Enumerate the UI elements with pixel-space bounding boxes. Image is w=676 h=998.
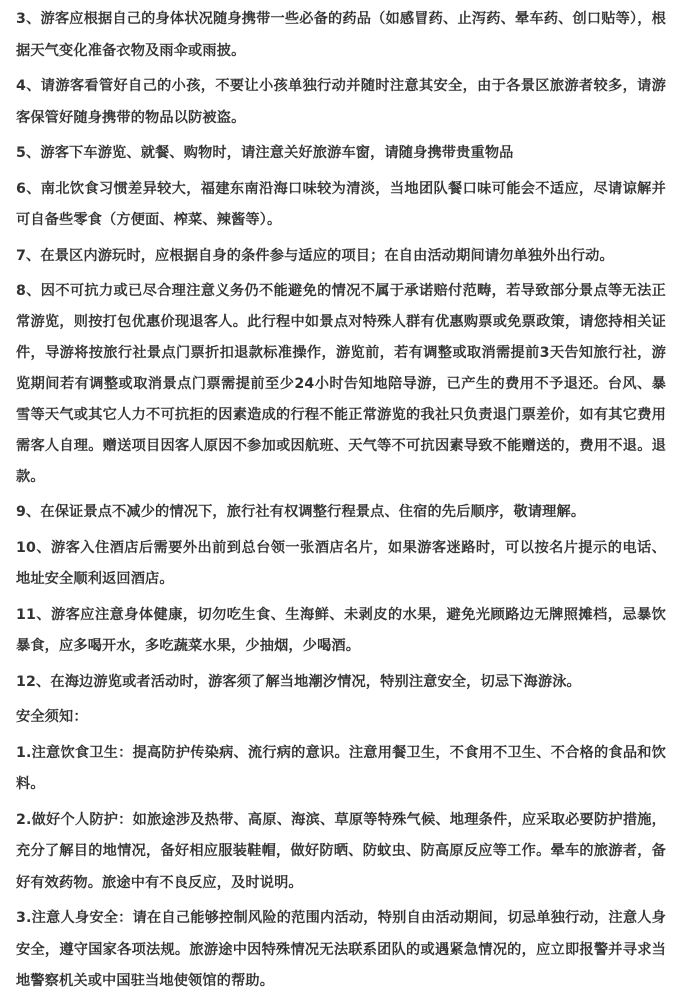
safety-item-2: 2.做好个人防护：如旅途涉及热带、高原、海滨、草原等特殊气候、地理条件，应采取必要防护措施，充分了解目的地情况，备好相应服装鞋帽，做好防晒、防蚊虫、防高原反应等工作。晕车的旅游者，备好有效药物。旅途中有不良反应，及时说明。 [16,811,666,891]
note-item-8: 8、因不可抗力或已尽合理注意义务仍不能避免的情况不属于承诺赔付范畴，若导致部分景点等无法正常游览，则按打包优惠价现退客人。此行程中如景点对特殊人群有优惠购票或免票政策，请您持相关证件，导游将按旅行社景点门票折扣退款标准操作，游览前，若有调整或取消需提前3天告知旅行社，游览期间若有调整或取消景点门票需提前至少24小时告知地陪导游，已产生的费用不予退还。台风、暴雪等天气或其它人力不可抗拒的因素造成的行程不能正常游览的我社只负责退门票差价，如有其它费用需客人自理。赠送项目因客人原因不参加或因航班、天气等不可抗因素导致不能赠送的，费用不退。退款。 [16,283,666,485]
note-item-7: 7、在景区内游玩时，应根据自身的条件参与适应的项目；在自由活动期间请勿单独外出行动。 [16,247,614,264]
note-item-11: 11、游客应注意身体健康，切勿吃生食、生海鲜、未剥皮的水果，避免光顾路边无牌照摊档，忌暴饮暴食，应多喝开水，多吃蔬菜水果，少抽烟，少喝酒。 [16,606,666,654]
safety-item-3: 3.注意人身安全：请在自己能够控制风险的范围内活动，特别自由活动期间，切忌单独行动，注意人身安全，遵守国家各项法规。旅游途中因特殊情况无法联系团队的或遇紧急情况的，应立即报警并寻求当地警察机关或中国驻当地使领馆的帮助。 [16,910,666,989]
note-item-9: 9、在保证景点不减少的情况下，旅行社有权调整行程景点、住宿的先后顺序，敬请理解。 [16,504,586,520]
note-item-3: 3、游客应根据自己的身体状况随身携带一些必备的药品（如感冒药、止泻药、晕车药、创口贴等），根据天气变化准备衣物及雨伞或雨披。 [16,11,666,59]
note-item-6: 6、南北饮食习惯差异较大，福建东南沿海口味较为清淡，当地团队餐口味可能会不适应，尽请谅解并可自备些零食（方便面、榨菜、辣酱等）。 [16,180,666,228]
note-item-12: 12、在海边游览或者活动时，游客须了解当地潮汐情况，特别注意安全，切忌下海游泳。 [16,673,581,690]
safety-heading: 安全须知： [16,709,88,725]
note-item-5: 5、游客下车游览、就餐、购物时，请注意关好旅游车窗，请随身携带贵重物品 [16,145,514,161]
note-item-10: 10、游客入住酒店后需要外出前到总台领一张酒店名片，如果游客迷路时，可以按名片提示的电话、地址安全顺利返回酒店。 [16,539,666,587]
note-item-4: 4、请游客看管好自己的小孩，不要让小孩单独行动并随时注意其安全，由于各景区旅游者较多，请游客保管好随身携带的物品以防被盗。 [16,78,666,126]
safety-item-1: 1.注意饮食卫生：提高防护传染病、流行病的意识。注意用餐卫生，不食用不卫生、不合格的食品和饮料。 [16,744,666,792]
